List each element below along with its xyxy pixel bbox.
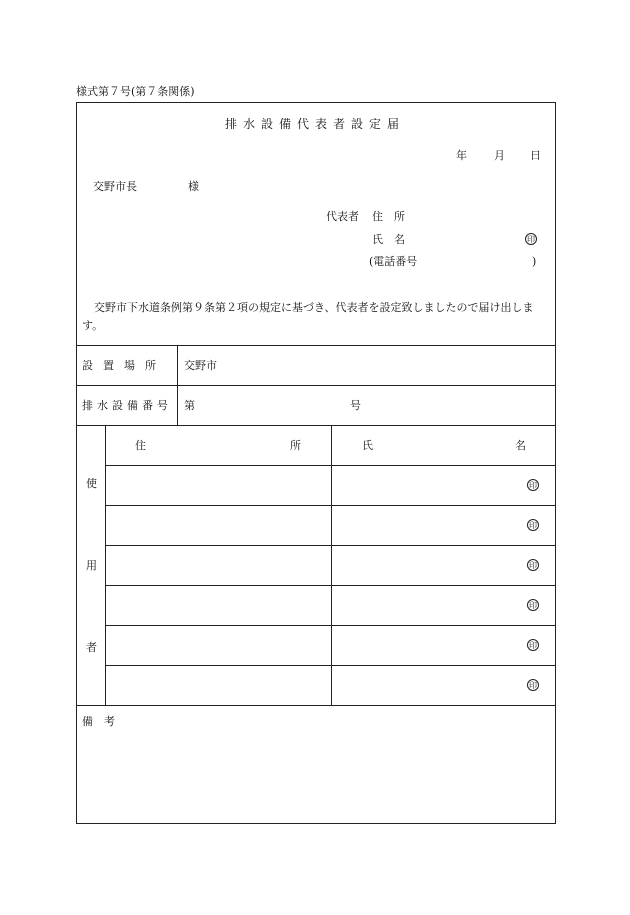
form-reference: 様式第７号(第７条関係) bbox=[76, 85, 195, 98]
divider-remarks bbox=[76, 705, 556, 706]
users-col-address-label-2: 所 bbox=[290, 439, 301, 452]
form-frame bbox=[76, 102, 556, 824]
divider-user-side bbox=[105, 425, 106, 705]
applicant-phone-close: ) bbox=[532, 255, 537, 268]
users-col-name-label-2: 名 bbox=[515, 439, 526, 452]
declaration-text-content: 交野市下水道条例第９条第２項の規定に基づき、代表者を設定致しましたので届け出します。 bbox=[82, 301, 534, 332]
applicant-phone-label: (電話番号 bbox=[369, 255, 418, 268]
facility-number-prefix: 第 bbox=[184, 399, 195, 412]
applicant-seal-icon: 印 bbox=[527, 235, 535, 244]
addressee-name: 交野市長 bbox=[93, 180, 137, 193]
applicant-name-label: 氏 名 bbox=[372, 233, 405, 246]
date-year-label: 年 bbox=[456, 149, 467, 162]
user-row-seal-icon: 印 bbox=[529, 481, 537, 490]
users-col-name-label-1: 氏 bbox=[362, 439, 373, 452]
users-col-address-label-1: 住 bbox=[135, 439, 146, 452]
declaration-text bbox=[82, 299, 552, 335]
users-side-label-2: 用 bbox=[86, 559, 97, 572]
divider-top bbox=[76, 345, 556, 346]
user-row-seal-icon: 印 bbox=[529, 561, 537, 570]
location-value: 交野市 bbox=[184, 359, 217, 372]
users-side-label-1: 使 bbox=[86, 477, 97, 490]
form-title: 排水設備代表者設定届 bbox=[224, 117, 405, 131]
divider-user-columns bbox=[331, 425, 332, 705]
divider-location bbox=[76, 385, 556, 386]
users-side-label-3: 者 bbox=[86, 641, 97, 654]
user-row-seal-icon: 印 bbox=[529, 601, 537, 610]
user-row-seal-icon: 印 bbox=[529, 521, 537, 530]
facility-number-suffix: 号 bbox=[350, 399, 361, 412]
remarks-label: 備 考 bbox=[82, 715, 115, 728]
user-row-seal-icon: 印 bbox=[529, 681, 537, 690]
applicant-address-label: 住 所 bbox=[372, 210, 405, 223]
divider-facility bbox=[76, 425, 556, 426]
location-label: 設置場所 bbox=[82, 359, 166, 372]
date-day-label: 日 bbox=[530, 149, 541, 162]
addressee-honorific: 様 bbox=[188, 180, 199, 193]
facility-number-label: 排水設備番号 bbox=[82, 399, 172, 412]
user-row-seal-icon: 印 bbox=[529, 641, 537, 650]
date-month-label: 月 bbox=[494, 149, 505, 162]
divider-label-column bbox=[177, 345, 178, 425]
applicant-group-label: 代表者 bbox=[326, 210, 359, 223]
